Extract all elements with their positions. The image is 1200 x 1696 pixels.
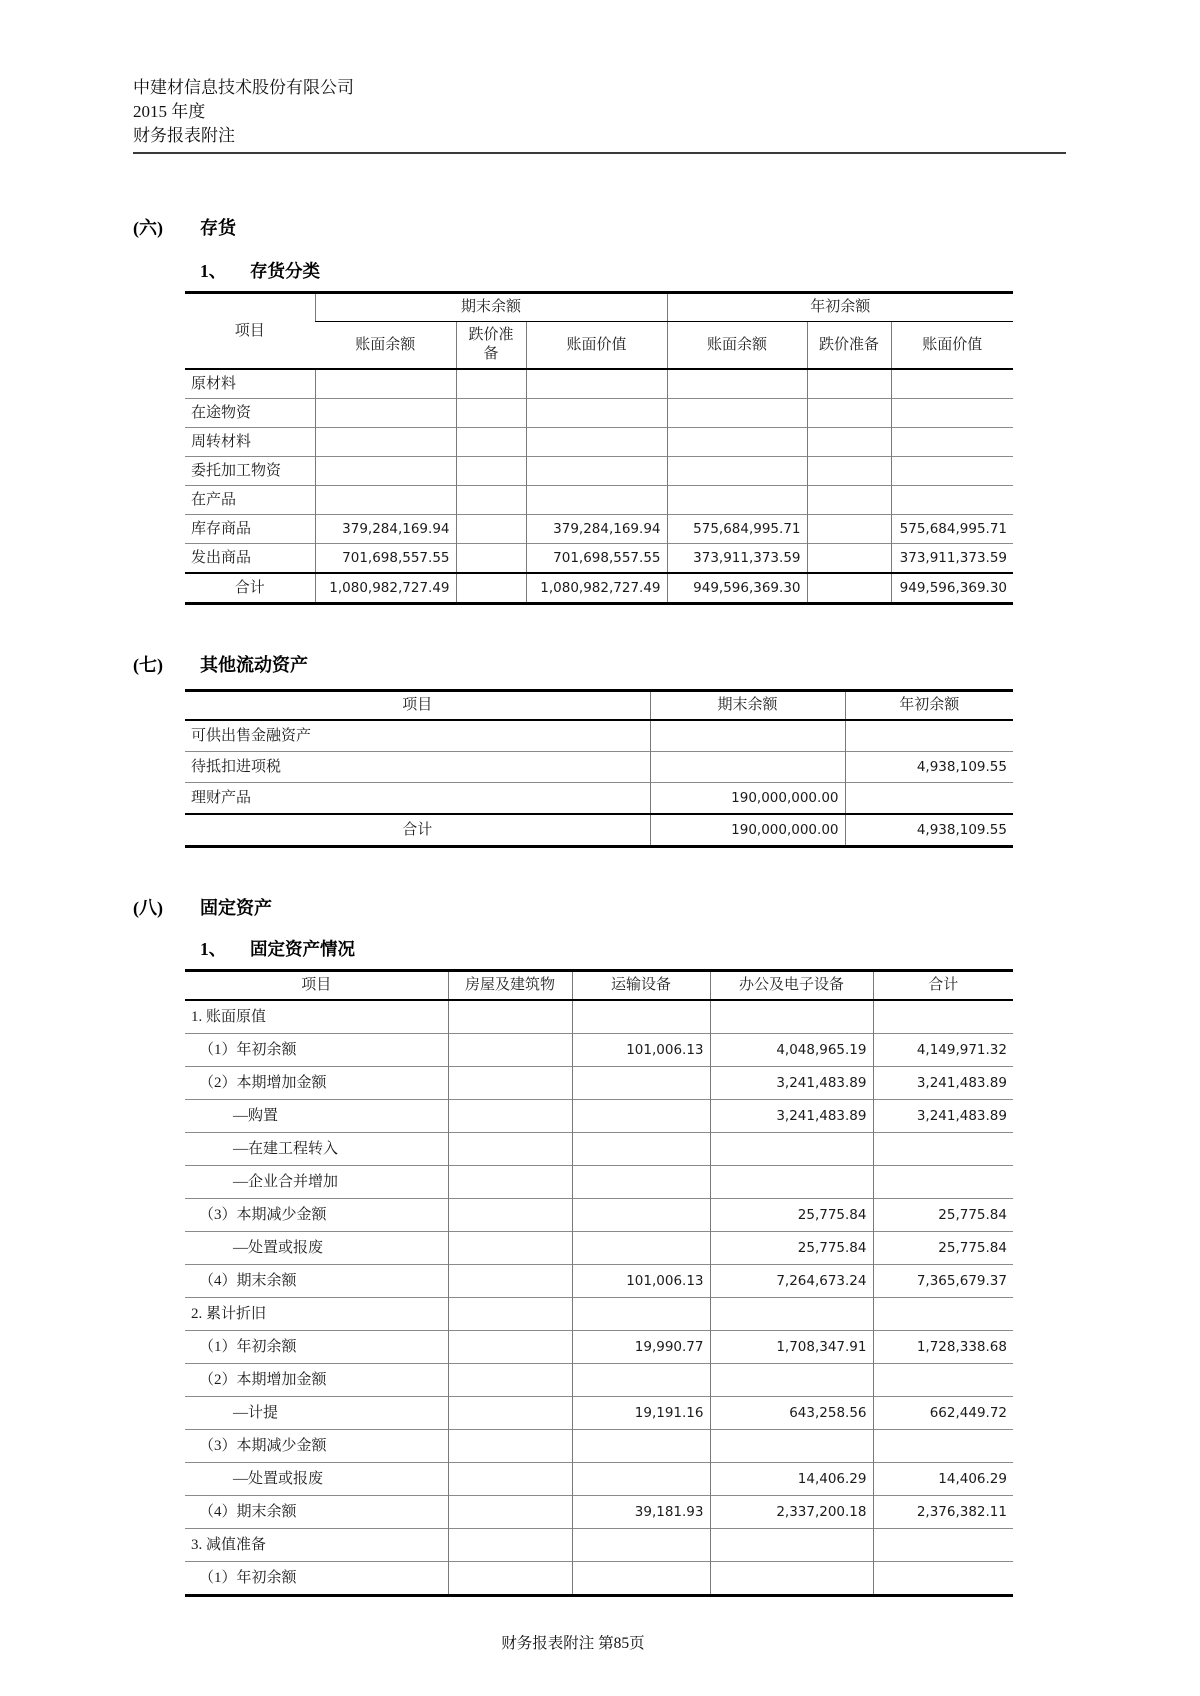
- table-row: [185, 1562, 1013, 1596]
- row-label: 3. 减值准备: [185, 1529, 448, 1562]
- column-header-book-value-end: 账面价值: [526, 322, 667, 370]
- table-row: [185, 1199, 1013, 1232]
- cell-value: [448, 1034, 572, 1067]
- subsection-title: 存货分类: [250, 261, 320, 281]
- cell-value: [315, 399, 456, 428]
- cell-value: [845, 783, 1013, 815]
- table-row: [185, 1298, 1013, 1331]
- section-heading-fixed-assets: [133, 894, 1066, 920]
- cell-value: [448, 1364, 572, 1397]
- cell-value: [710, 1364, 873, 1397]
- row-label: 在途物资: [185, 399, 315, 428]
- section-title: 固定资产: [200, 898, 272, 918]
- cell-value: [710, 1000, 873, 1034]
- cell-value: [572, 1000, 710, 1034]
- column-header-buildings: 房屋及建筑物: [448, 971, 572, 1001]
- cell-value: [891, 457, 1013, 486]
- cell-value: [873, 1166, 1013, 1199]
- cell-value: [572, 1100, 710, 1133]
- row-label: 库存商品: [185, 515, 315, 544]
- cell-value: [448, 1430, 572, 1463]
- column-header-book-value-begin: 账面价值: [891, 322, 1013, 370]
- cell-value: [448, 1067, 572, 1100]
- table-row: [185, 1133, 1013, 1166]
- row-label: （2）本期增加金额: [185, 1067, 448, 1100]
- cell-value: [710, 1562, 873, 1596]
- cell-value: [526, 369, 667, 399]
- cell-value: [315, 457, 456, 486]
- row-label: 合计: [185, 814, 650, 847]
- cell-value: [526, 428, 667, 457]
- row-label: 可供出售金融资产: [185, 720, 650, 752]
- cell-value: [448, 1397, 572, 1430]
- column-group-period-end: 期末余额: [315, 293, 667, 322]
- column-header-item: 项目: [301, 977, 332, 993]
- company-name: 中建材信息技术股份有限公司: [133, 78, 354, 97]
- cell-value: [710, 1133, 873, 1166]
- column-header-item: 项目: [234, 322, 265, 339]
- cell-value: [710, 1529, 873, 1562]
- cell-value: 4,938,109.55: [845, 814, 1013, 847]
- table-row: [185, 752, 1013, 783]
- cell-value: [807, 573, 891, 604]
- cell-value: 4,149,971.32: [873, 1034, 1013, 1067]
- cell-value: [526, 486, 667, 515]
- cell-value: 4,048,965.19: [710, 1034, 873, 1067]
- cell-value: 949,596,369.30: [891, 573, 1013, 604]
- table-row: [185, 1000, 1013, 1034]
- cell-value: 14,406.29: [873, 1463, 1013, 1496]
- row-label: 2. 累计折旧: [185, 1298, 448, 1331]
- row-label: —在建工程转入: [185, 1133, 448, 1166]
- table-row: [185, 1529, 1013, 1562]
- section-number: (七): [133, 655, 163, 675]
- cell-value: [572, 1430, 710, 1463]
- table-total-row: [185, 573, 1013, 604]
- cell-value: [448, 1000, 572, 1034]
- row-label: 在产品: [185, 486, 315, 515]
- cell-value: 3,241,483.89: [710, 1067, 873, 1100]
- other-current-assets-table: [185, 689, 1013, 848]
- row-label: —购置: [185, 1100, 448, 1133]
- table-row: [185, 1034, 1013, 1067]
- subsection-heading-inventory-classification: [200, 258, 1066, 283]
- cell-value: 701,698,557.55: [526, 544, 667, 574]
- cell-value: [572, 1199, 710, 1232]
- report-year: 2015 年度: [133, 102, 206, 121]
- cell-value: 101,006.13: [572, 1034, 710, 1067]
- cell-value: 1,080,982,727.49: [315, 573, 456, 604]
- cell-value: 25,775.84: [873, 1232, 1013, 1265]
- cell-value: 190,000,000.00: [650, 783, 845, 815]
- cell-value: 190,000,000.00: [650, 814, 845, 847]
- cell-value: 7,365,679.37: [873, 1265, 1013, 1298]
- cell-value: [807, 515, 891, 544]
- cell-value: [315, 428, 456, 457]
- cell-value: [572, 1067, 710, 1100]
- cell-value: [650, 752, 845, 783]
- row-label: 1. 账面原值: [185, 1000, 448, 1034]
- table-header-row: [185, 971, 1013, 1001]
- table-row: [185, 1232, 1013, 1265]
- table-row: [185, 428, 1013, 457]
- cell-value: [456, 428, 526, 457]
- cell-value: [526, 399, 667, 428]
- cell-value: 2,376,382.11: [873, 1496, 1013, 1529]
- subsection-heading-fixed-assets-detail: [200, 936, 1066, 961]
- row-label: （4）期末余额: [185, 1265, 448, 1298]
- cell-value: [448, 1562, 572, 1596]
- cell-value: [456, 573, 526, 604]
- cell-value: 3,241,483.89: [873, 1100, 1013, 1133]
- table-row: [185, 1430, 1013, 1463]
- cell-value: [667, 428, 807, 457]
- cell-value: [572, 1562, 710, 1596]
- cell-value: 1,080,982,727.49: [526, 573, 667, 604]
- cell-value: [456, 515, 526, 544]
- cell-value: [448, 1331, 572, 1364]
- row-label: （1）年初余额: [185, 1562, 448, 1596]
- column-group-period-begin: 年初余额: [667, 293, 1013, 322]
- row-label: 发出商品: [185, 544, 315, 574]
- cell-value: [448, 1496, 572, 1529]
- cell-value: [572, 1298, 710, 1331]
- cell-value: [456, 369, 526, 399]
- table-row: [185, 1166, 1013, 1199]
- subsection-title: 固定资产情况: [250, 939, 355, 959]
- cell-value: 39,181.93: [572, 1496, 710, 1529]
- row-label: （4）期末余额: [185, 1496, 448, 1529]
- cell-value: [572, 1232, 710, 1265]
- cell-value: [448, 1199, 572, 1232]
- cell-value: [448, 1529, 572, 1562]
- cell-value: [315, 486, 456, 515]
- cell-value: [572, 1364, 710, 1397]
- row-label: （1）年初余额: [185, 1331, 448, 1364]
- cell-value: [667, 399, 807, 428]
- cell-value: [891, 399, 1013, 428]
- cell-value: 373,911,373.59: [891, 544, 1013, 574]
- table-header-row: [185, 691, 1013, 721]
- row-label: 待抵扣进项税: [185, 752, 650, 783]
- row-label: 合计: [185, 573, 315, 604]
- column-header-transport-equipment: 运输设备: [572, 971, 710, 1001]
- cell-value: 701,698,557.55: [315, 544, 456, 574]
- table-total-row: [185, 814, 1013, 847]
- table-row: [185, 515, 1013, 544]
- column-header-book-balance-begin: 账面余额: [667, 322, 807, 370]
- row-label: （2）本期增加金额: [185, 1364, 448, 1397]
- cell-value: [448, 1265, 572, 1298]
- table-body: [185, 369, 1013, 604]
- cell-value: [845, 720, 1013, 752]
- cell-value: [315, 369, 456, 399]
- cell-value: [873, 1133, 1013, 1166]
- table-row: [185, 399, 1013, 428]
- cell-value: 4,938,109.55: [845, 752, 1013, 783]
- section-number: (六): [133, 218, 163, 238]
- cell-value: [710, 1166, 873, 1199]
- column-header-impairment-begin: 跌价准备: [807, 322, 891, 370]
- cell-value: [667, 369, 807, 399]
- row-label: （3）本期减少金额: [185, 1199, 448, 1232]
- table-row: [185, 1331, 1013, 1364]
- cell-value: [448, 1100, 572, 1133]
- cell-value: 379,284,169.94: [526, 515, 667, 544]
- row-label: —处置或报废: [185, 1232, 448, 1265]
- column-header-period-end: 期末余额: [650, 691, 845, 721]
- fixed-assets-table: [185, 969, 1013, 1597]
- cell-value: [456, 544, 526, 574]
- cell-value: [891, 369, 1013, 399]
- cell-value: [710, 1430, 873, 1463]
- cell-value: [448, 1298, 572, 1331]
- column-header-item: 项目: [402, 697, 433, 713]
- cell-value: 19,990.77: [572, 1331, 710, 1364]
- cell-value: [448, 1232, 572, 1265]
- cell-value: [667, 457, 807, 486]
- cell-value: [807, 369, 891, 399]
- cell-value: [873, 1430, 1013, 1463]
- inventory-classification-table: [185, 291, 1013, 605]
- table-row: [185, 369, 1013, 399]
- subsection-number: 1、: [200, 261, 227, 281]
- cell-value: [807, 428, 891, 457]
- cell-value: [667, 486, 807, 515]
- cell-value: 25,775.84: [873, 1199, 1013, 1232]
- cell-value: 379,284,169.94: [315, 515, 456, 544]
- section-title: 其他流动资产: [200, 655, 308, 675]
- table-row: [185, 1100, 1013, 1133]
- cell-value: [891, 428, 1013, 457]
- column-header-total: 合计: [873, 971, 1013, 1001]
- column-header-period-begin: 年初余额: [845, 691, 1013, 721]
- table-row: [185, 1397, 1013, 1430]
- cell-value: 1,708,347.91: [710, 1331, 873, 1364]
- row-label: —计提: [185, 1397, 448, 1430]
- table-row: [185, 720, 1013, 752]
- cell-value: 575,684,995.71: [891, 515, 1013, 544]
- row-label: （1）年初余额: [185, 1034, 448, 1067]
- cell-value: 19,191.16: [572, 1397, 710, 1430]
- cell-value: [873, 1000, 1013, 1034]
- cell-value: 3,241,483.89: [873, 1067, 1013, 1100]
- cell-value: 14,406.29: [710, 1463, 873, 1496]
- cell-value: 373,911,373.59: [667, 544, 807, 574]
- column-header-book-balance-end: 账面余额: [355, 336, 416, 353]
- cell-value: 949,596,369.30: [667, 573, 807, 604]
- page-footer: 财务报表附注 第85页: [501, 1635, 645, 1652]
- document-title: 财务报表附注: [133, 126, 235, 145]
- section-heading-inventory: [133, 214, 1066, 240]
- column-header-impairment-end: 跌价准备: [456, 322, 526, 370]
- section-number: (八): [133, 898, 163, 918]
- cell-value: 1,728,338.68: [873, 1331, 1013, 1364]
- cell-value: 575,684,995.71: [667, 515, 807, 544]
- cell-value: 101,006.13: [572, 1265, 710, 1298]
- cell-value: [572, 1529, 710, 1562]
- cell-value: [807, 457, 891, 486]
- table-row: [185, 457, 1013, 486]
- cell-value: 643,258.56: [710, 1397, 873, 1430]
- table-row: [185, 1067, 1013, 1100]
- cell-value: [807, 544, 891, 574]
- cell-value: [873, 1364, 1013, 1397]
- cell-value: [873, 1298, 1013, 1331]
- table-row: [185, 544, 1013, 574]
- row-label: 理财产品: [185, 783, 650, 815]
- cell-value: [807, 486, 891, 515]
- cell-value: [572, 1166, 710, 1199]
- cell-value: [448, 1166, 572, 1199]
- cell-value: 2,337,200.18: [710, 1496, 873, 1529]
- cell-value: [891, 486, 1013, 515]
- row-label: 原材料: [185, 369, 315, 399]
- table-row: [185, 1496, 1013, 1529]
- header-divider: [133, 152, 1066, 154]
- cell-value: 25,775.84: [710, 1199, 873, 1232]
- cell-value: 662,449.72: [873, 1397, 1013, 1430]
- cell-value: [526, 457, 667, 486]
- section-title: 存货: [200, 218, 236, 238]
- table-row: [185, 1364, 1013, 1397]
- cell-value: 3,241,483.89: [710, 1100, 873, 1133]
- table-row: [185, 1463, 1013, 1496]
- table-header: [185, 293, 1013, 370]
- table-row: [185, 486, 1013, 515]
- cell-value: [807, 399, 891, 428]
- row-label: 委托加工物资: [185, 457, 315, 486]
- table-row: [185, 783, 1013, 815]
- cell-value: [873, 1529, 1013, 1562]
- cell-value: [456, 486, 526, 515]
- table-header: [185, 971, 1013, 1001]
- row-label: —处置或报废: [185, 1463, 448, 1496]
- cell-value: [710, 1298, 873, 1331]
- cell-value: [456, 457, 526, 486]
- subsection-number: 1、: [200, 939, 227, 959]
- table-header-row: [185, 293, 1013, 322]
- row-label: 周转材料: [185, 428, 315, 457]
- cell-value: [456, 399, 526, 428]
- cell-value: [572, 1133, 710, 1166]
- cell-value: [448, 1133, 572, 1166]
- cell-value: [448, 1463, 572, 1496]
- table-body: [185, 1000, 1013, 1596]
- cell-value: 7,264,673.24: [710, 1265, 873, 1298]
- document-header: [133, 76, 1066, 148]
- column-header-office-electronic-equipment: 办公及电子设备: [710, 971, 873, 1001]
- row-label: —企业合并增加: [185, 1166, 448, 1199]
- table-row: [185, 1265, 1013, 1298]
- section-heading-other-current-assets: [133, 651, 1066, 677]
- cell-value: [873, 1562, 1013, 1596]
- cell-value: [572, 1463, 710, 1496]
- cell-value: [650, 720, 845, 752]
- table-body: [185, 720, 1013, 847]
- table-header: [185, 691, 1013, 721]
- row-label: （3）本期减少金额: [185, 1430, 448, 1463]
- cell-value: 25,775.84: [710, 1232, 873, 1265]
